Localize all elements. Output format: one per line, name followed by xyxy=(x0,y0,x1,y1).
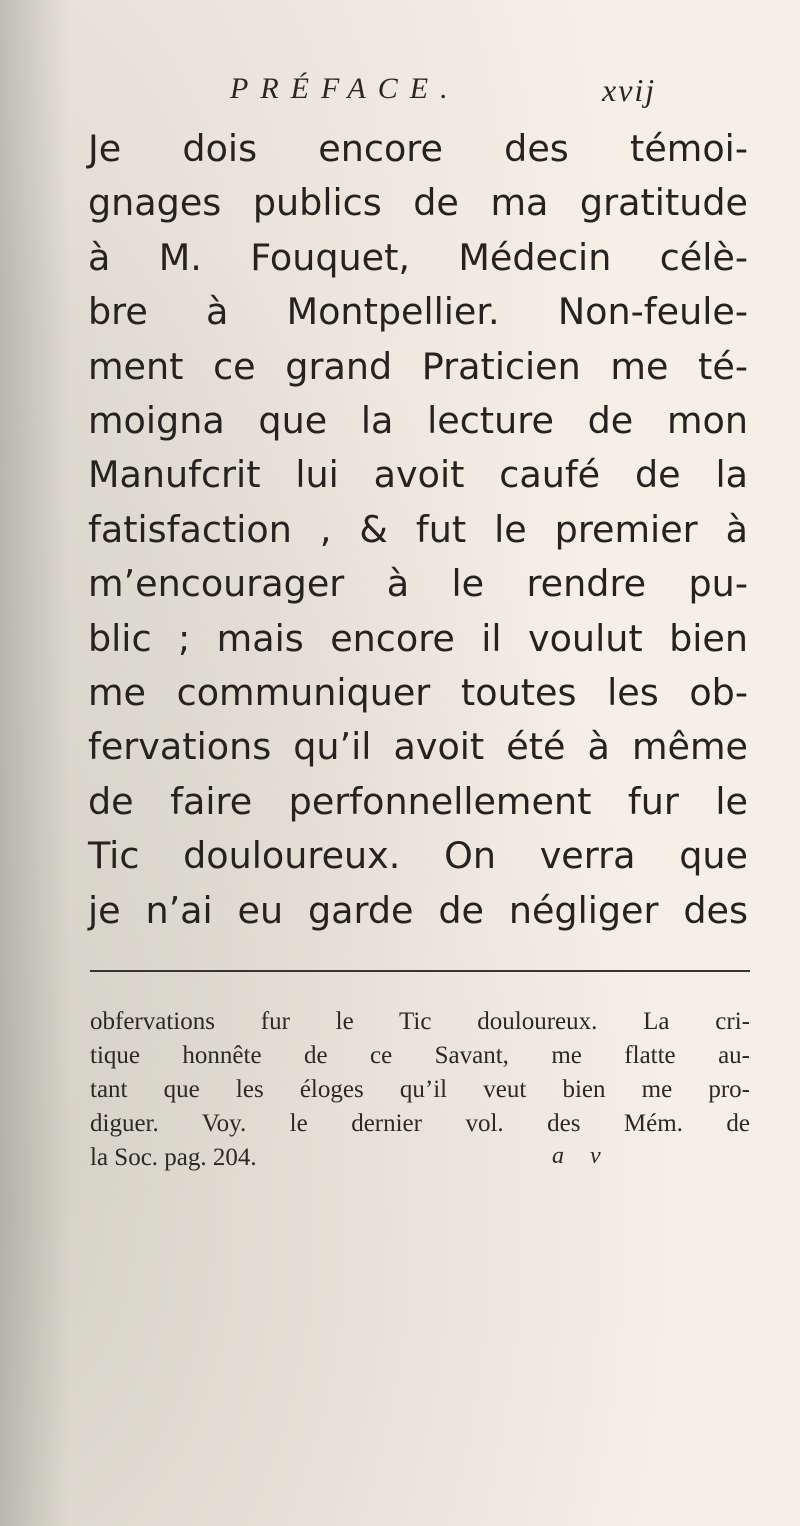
text-line: je n’ai eu garde de négliger des xyxy=(88,888,748,932)
page-number: xvij xyxy=(602,72,657,108)
footnote-line: diguer. Voy. le dernier vol. des Mém. de xyxy=(90,1110,750,1137)
body-text xyxy=(88,122,748,938)
text-line: gnages publics de ma gratitude xyxy=(88,181,748,225)
gutter-shadow xyxy=(0,0,70,1526)
text-line: Manufcrit lui avoit caufé de la xyxy=(88,453,748,497)
text-line: fervations qu’il avoit été à même xyxy=(88,725,748,769)
text-line: Je dois encore des témoi- xyxy=(88,127,748,170)
text-line: moigna que la lecture de mon xyxy=(88,399,748,443)
text-line: m’encourager à le rendre pu- xyxy=(88,562,748,606)
text-line: fatisfaction , & fut le premier à xyxy=(88,507,748,551)
running-head xyxy=(230,72,750,112)
text-line: de faire perfonnellement fur le xyxy=(88,779,748,823)
footnote-line: la Soc. pag. 204. xyxy=(90,1144,257,1171)
text-line: ment ce grand Praticien me té- xyxy=(88,344,748,388)
footnote xyxy=(90,1005,750,1175)
footnote-line: obfervations fur le Tic douloureux. La cri- xyxy=(90,1008,750,1035)
footnote-rule xyxy=(90,970,750,972)
signature-mark: a v xyxy=(552,1143,611,1169)
running-title: PRÉFACE. xyxy=(230,72,460,105)
text-line: bre à Montpellier. Non-feule- xyxy=(88,290,748,334)
text-line: blic ; mais encore il voulut bien xyxy=(88,616,748,660)
footnote-line: tique honnête de ce Savant, me flatte au- xyxy=(90,1042,750,1069)
footnote-line: tant que les éloges qu’il veut bien me pro- xyxy=(90,1076,750,1103)
text-line: Tic douloureux. On verra que xyxy=(88,834,748,878)
text-line: à M. Fouquet, Médecin célè- xyxy=(88,235,748,279)
text-line: me communiquer toutes les ob- xyxy=(88,671,748,715)
